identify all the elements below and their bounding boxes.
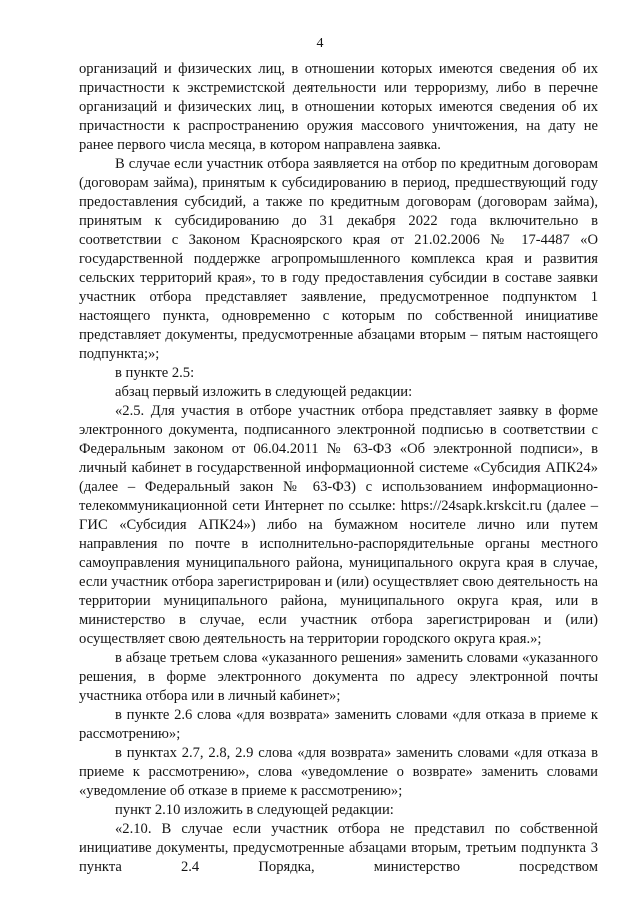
paragraph-credit-agreements: В случае если участник отбора заявляется на отбор по кредитным договорам (договорам займа), принятым к субсидированию в период, предшествующий году предоставления субсидий, а также по кредитным договорам (договорам займа), принятым к субсидированию до 31 декабря 2022 года включительно в соответствии с Законом Красноярского края от 21.02.2006 № 17-4487 «О государственной поддержке агропромышленного комплекса края и развития сельских территорий края», то в году предоставления субсидии в составе заявки участник отбора представляет заявление, предусмотренное подпунктом 1 настоящего пункта, одновременно с которым по собственной инициативе представляет документы, предусмотренные абзацами вторым – пятым настоящего подпункта;»;: [79, 156, 598, 362]
paragraph-item-2-10-heading: пункт 2.10 изложить в следующей редакции:: [115, 802, 394, 818]
page-number: 4: [316, 36, 324, 51]
paragraph-item-2-5-text: «2.5. Для участия в отборе участник отбора представляет заявку в форме электронного документа, подписанного электронной подписью в соответствии с Федеральным законом от 06.04.2011 № 63-ФЗ «Об электронной подписи», в личный кабинет в государственной информационной системе «Субсидия АПК24» (далее – Федеральный закон № 63-ФЗ) с использованием информационно-телекоммуникационной сети Интернет по ссылке: https://24sapk.krskcit.ru (далее – ГИС «Субсидия АПК24») либо на бумажном носителе лично или путем направления по почте в исполнительно-распорядительные органы местного самоуправления муниципального района, муниципального округа края в случае, если участник отбора зарегистрирован и (или) осуществляет свою деятельность на территории муниципального района, муниципального округа края, или в министерство в случае, если участник отбора зарегистрирован и (или) осуществляет свою деятельность на территории городского округа края.»;: [79, 403, 598, 647]
document-body: [79, 60, 598, 877]
paragraph-continuation-sanctions-lists: организаций и физических лиц, в отношении которых имеются сведения об их причастности к экстремистской деятельности или терроризму, либо в перечне организаций и физических лиц, в отношении которых имеются сведения об их причастности к распространению оружия массового уничтожения, на дату не ранее первого числа месяца, в котором направлена заявка.: [79, 61, 598, 153]
paragraph-item-2-6-change: в пункте 2.6 слова «для возврата» заменить словами «для отказа в приеме к рассмотрению»;: [79, 707, 598, 742]
paragraph-first-abzac-instruction: абзац первый изложить в следующей редакции:: [115, 384, 413, 400]
paragraph-item-2-10-text: «2.10. В случае если участник отбора не представил по собственной инициативе документы, предусмотренные абзацами вторым, третьим подпункта 3 пункта 2.4 Порядка, министерство посредством: [79, 821, 598, 875]
paragraph-items-2-7-2-9-change: в пунктах 2.7, 2.8, 2.9 слова «для возврата» заменить словами «для отказа в приеме к рассмотрению», слова «уведомление о возврате» заменить словами «уведомление об отказе в приеме к рассмотрению»;: [79, 745, 598, 799]
paragraph-third-abzac-change: в абзаце третьем слова «указанного решения» заменить словами «указанного решения, в форме электронного документа по адресу электронной почты участника отбора или в личный кабинет»;: [79, 650, 598, 704]
paragraph-item-2-5-heading: в пункте 2.5:: [115, 365, 195, 381]
